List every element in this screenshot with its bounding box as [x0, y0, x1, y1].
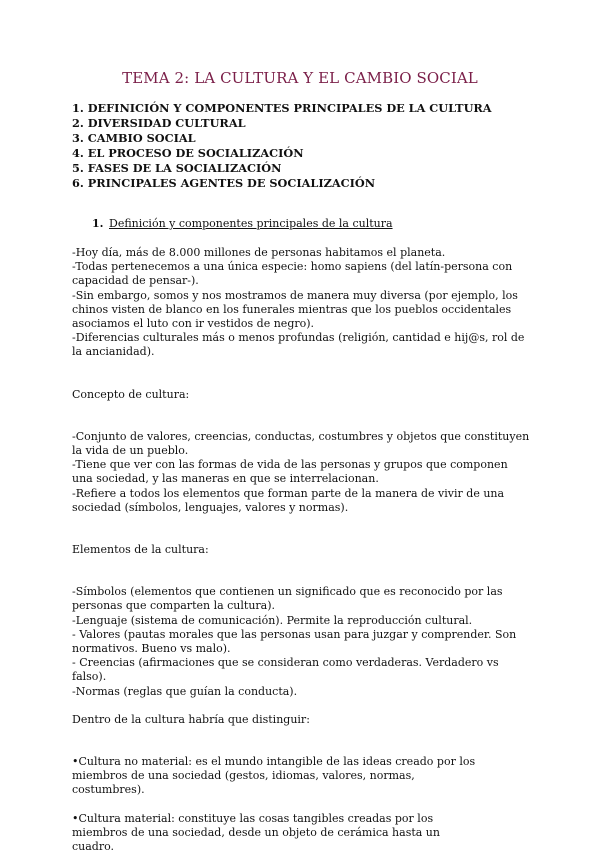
paragraph: •Cultura no material: es el mundo intangible de las ideas creado por los miembros de una sociedad (gestos, idiomas, valores, normas, costumbres).	[72, 755, 476, 797]
paragraph: •Cultura material: constituye las cosas tangibles creadas por los miembros de una sociedad, desde un objeto de cerámica hasta un cuadro.	[72, 811, 440, 854]
section-number: 1.	[92, 217, 104, 230]
toc-item: 1. DEFINICIÓN Y COMPONENTES PRINCIPALES DE LA CULTURA	[72, 101, 492, 115]
section-body	[72, 246, 530, 854]
distinguish-heading: Dentro de la cultura habría que distinguir:	[72, 712, 310, 726]
paragraph: -Conjunto de valores, creencias, conductas, costumbres y objetos que constituyen la vida de un pueblo.	[72, 429, 530, 458]
paragraph: -Normas (reglas que guían la conducta).	[72, 684, 298, 698]
concept-heading: Concepto de cultura:	[72, 387, 190, 401]
elements-heading: Elementos de la cultura:	[72, 543, 209, 557]
page-title: TEMA 2: LA CULTURA Y EL CAMBIO SOCIAL	[122, 69, 478, 87]
toc-item: 3. CAMBIO SOCIAL	[72, 131, 196, 145]
paragraph: -Sin embargo, somos y nos mostramos de manera muy diversa (por ejemplo, los chinos visten de blanco en los funerales mientras que los pueblos occidentales asociamos el luto con ir vestidos de negro).	[72, 288, 518, 331]
paragraph: -Todas pertenecemos a una única especie: homo sapiens (del latín-persona con capacidad de pensar-).	[72, 260, 513, 288]
paragraph: -Diferencias culturales más o menos profundas (religión, cantidad e hij@s, rol de la ancianidad).	[72, 331, 525, 359]
toc-item: 4. EL PROCESO DE SOCIALIZACIÓN	[72, 146, 304, 160]
section-heading	[92, 217, 393, 230]
table-of-contents	[72, 101, 552, 191]
paragraph: -Refiere a todos los elementos que forman parte de la manera de vivir de una sociedad (símbolos, lenguajes, valores y normas).	[72, 486, 505, 514]
toc-item: 5. FASES DE LA SOCIALIZACIÓN	[72, 161, 282, 175]
paragraph: -Lenguaje (sistema de comunicación). Permite la reproducción cultural.	[72, 613, 473, 627]
paragraph: - Creencias (afirmaciones que se consideran como verdaderas. Verdadero vs falso).	[72, 656, 499, 684]
paragraph: -Hoy día, más de 8.000 millones de personas habitamos el planeta.	[72, 246, 446, 259]
section-title: Definición y componentes principales de la cultura	[109, 217, 393, 230]
toc-item: 6. PRINCIPALES AGENTES DE SOCIALIZACIÓN	[72, 176, 376, 190]
paragraph: -Símbolos (elementos que contienen un significado que es reconocido por las personas que comparten la cultura).	[72, 585, 503, 613]
paragraph: - Valores (pautas morales que las personas usan para juzgar y comprender. Son normativos. Bueno vs malo).	[72, 627, 517, 656]
paragraph: -Tiene que ver con las formas de vida de las personas y grupos que componen una sociedad, y las maneras en que se interrelacionan.	[72, 458, 508, 486]
toc-item: 2. DIVERSIDAD CULTURAL	[72, 116, 246, 130]
